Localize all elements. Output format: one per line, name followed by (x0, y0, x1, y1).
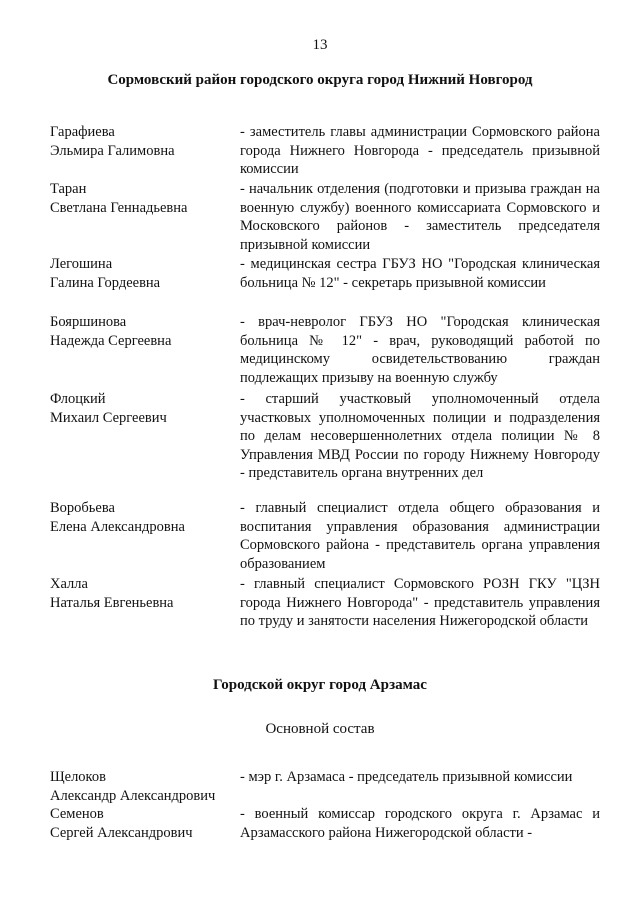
member-role: - начальник отделения (подготовки и призыва граждан на военную службу) военного комиссариата Сормовского и Московского районов - заместитель председателя призывной комиссии (240, 181, 600, 253)
member-name (50, 390, 235, 427)
member-surname: Семенов (50, 806, 104, 822)
member-role: - врач-невролог ГБУЗ НО "Городская клиническая больница № 12" - врач, руководящий работой по медицинскому освидетельствованию граждан подлежащих призыву на военную службу (240, 314, 600, 386)
member-given-name: Сергей Александрович (50, 824, 193, 841)
member-surname: Легошина (50, 256, 113, 272)
member-name (50, 123, 235, 160)
member-role: - главный специалист Сормовского РОЗН ГКУ "ЦЗН города Нижнего Новгорода" - представитель управления по труду и занятости населения Нижегородской области (240, 576, 600, 629)
member-given-name: Александр Александрович (50, 787, 216, 804)
member-name (50, 805, 235, 842)
member-name (50, 499, 235, 536)
member-surname: Воробьева (50, 500, 115, 516)
member-role: - заместитель главы администрации Сормовского района города Нижнего Новгорода - председатель призывной комиссии (240, 124, 600, 177)
page-number: 13 (312, 37, 328, 53)
member-name (50, 575, 235, 612)
subsection-title: Основной состав (265, 721, 375, 737)
member-given-name: Эльмира Галимовна (50, 142, 175, 159)
member-surname: Флоцкий (50, 391, 106, 407)
member-role: - старший участковый уполномоченный отдела участковых уполномоченных полиции и подразделения по делам несовершеннолетних отдела полиции № 8 Управления МВД России по городу Нижнему Новгороду - представитель органа внутренних дел (240, 391, 600, 481)
member-role: - медицинская сестра ГБУЗ НО "Городская клиническая больница № 12" - секретарь призывной комиссии (240, 256, 600, 291)
member-given-name: Наталья Евгеньевна (50, 594, 174, 611)
member-surname: Бояршинова (50, 314, 127, 330)
member-name (50, 255, 235, 292)
member-role: - мэр г. Арзамаса - председатель призывной комиссии (240, 769, 573, 785)
member-given-name: Галина Гордеевна (50, 274, 161, 291)
member-role: - главный специалист отдела общего образования и воспитания управления образования администрации Сормовского района - представитель органа управления образованием (240, 500, 600, 572)
member-name (50, 313, 235, 350)
member-name (50, 768, 235, 805)
member-given-name: Светлана Геннадьевна (50, 199, 188, 216)
member-name (50, 180, 235, 217)
section-title-arzamas: Городской округ город Арзамас (213, 677, 427, 693)
section-title-sormovsky: Сормовский район городского округа город Нижний Новгород (107, 72, 533, 88)
member-role: - военный комиссар городского округа г. Арзамас и Арзамасского района Нижегородской области - (240, 806, 600, 841)
member-surname: Щелоков (50, 769, 106, 785)
member-surname: Халла (50, 576, 88, 592)
member-surname: Гарафиева (50, 124, 115, 140)
member-given-name: Елена Александровна (50, 518, 185, 535)
member-given-name: Михаил Сергеевич (50, 409, 167, 426)
member-given-name: Надежда Сергеевна (50, 332, 172, 349)
member-surname: Таран (50, 181, 87, 197)
